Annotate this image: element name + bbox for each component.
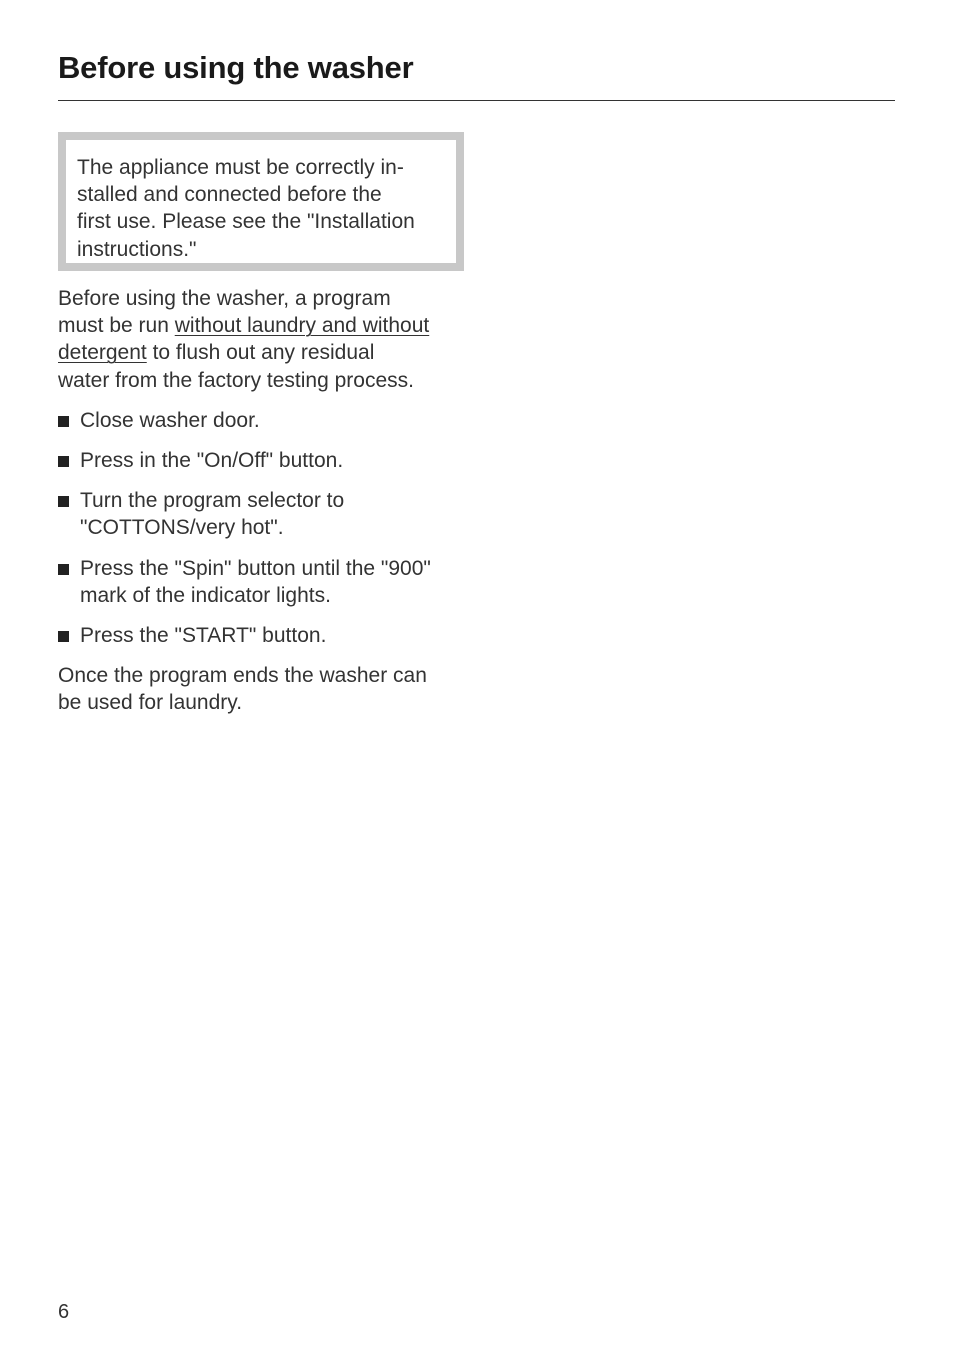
installation-notice-box — [58, 132, 464, 271]
intro-underlined-1: without laundry and without — [174, 314, 430, 338]
step-item — [58, 407, 468, 434]
square-bullet-icon — [58, 631, 69, 642]
step-text: Press the "Spin" button until the "900" — [80, 556, 431, 580]
step-text-continued: "COTTONS/very hot". — [80, 516, 284, 540]
page-number: 6 — [58, 1301, 70, 1323]
intro-paragraph — [58, 285, 468, 394]
step-text: Close washer door. — [80, 408, 260, 432]
square-bullet-icon — [58, 416, 69, 427]
step-text: Press in the "On/Off" button. — [80, 449, 344, 473]
page-title: Before using the washer — [58, 50, 414, 85]
intro-line-4: water from the factory testing process. — [58, 368, 414, 392]
intro-text-after: to flush out any residual — [146, 341, 375, 365]
intro-line-1: Before using the washer, a program — [58, 287, 391, 310]
step-text-continued: mark of the indicator lights. — [80, 583, 331, 607]
square-bullet-icon — [58, 456, 69, 467]
square-bullet-icon — [58, 496, 69, 507]
notice-text: The appliance must be correctly in- stalled and connected before the first use. Please see the "Installation instructions." — [77, 156, 415, 261]
steps-list — [58, 407, 468, 649]
step-item — [58, 487, 468, 541]
intro-underlined-2: detergent — [58, 341, 147, 365]
closing-line-1: Once the program ends the washer can — [58, 664, 427, 688]
main-content — [58, 285, 468, 717]
step-text: Press the "START" button. — [80, 624, 327, 648]
intro-text-before: must be run — [58, 314, 175, 338]
step-item — [58, 555, 468, 609]
step-item — [58, 447, 468, 474]
step-item — [58, 622, 468, 649]
closing-line-2: be used for laundry. — [58, 691, 243, 715]
title-divider — [58, 100, 895, 101]
square-bullet-icon — [58, 564, 69, 575]
closing-paragraph — [58, 662, 468, 716]
step-text: Turn the program selector to — [80, 489, 345, 513]
